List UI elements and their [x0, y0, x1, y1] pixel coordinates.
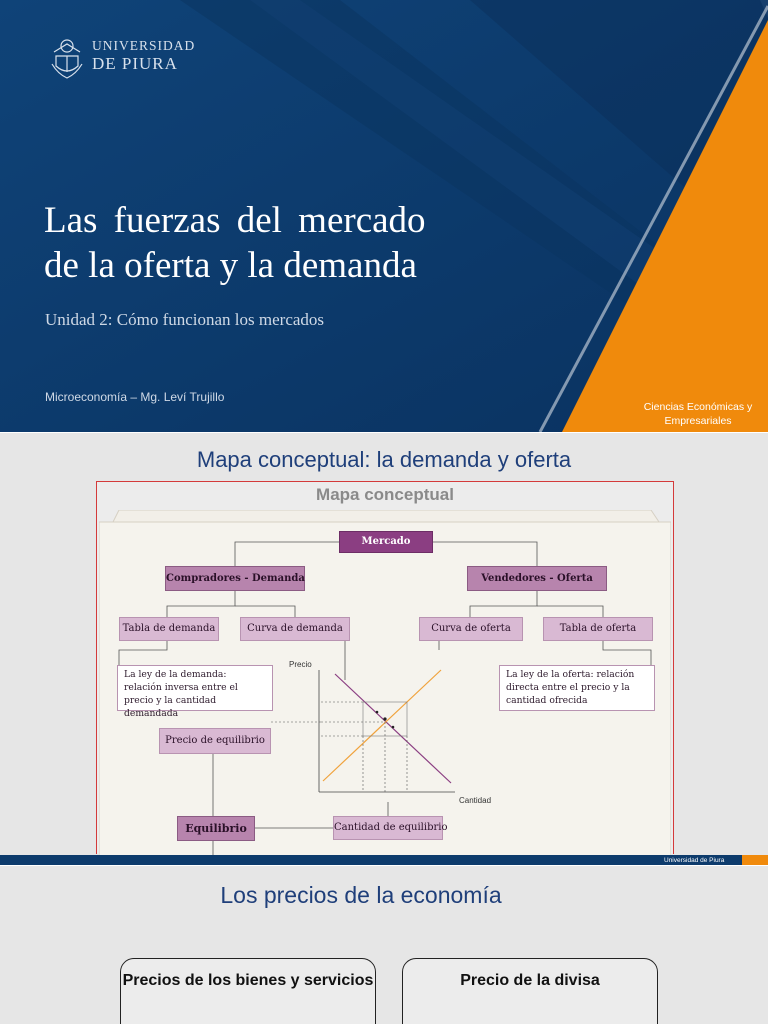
slide-title-line-1: Las fuerzas del mercado [44, 200, 426, 241]
logo-line-2: DE PIURA [92, 54, 178, 73]
node-tabla-demanda: Tabla de demanda [119, 617, 219, 641]
node-ley-oferta: La ley de la oferta: relación directa entre el precio y la cantidad ofrecida [499, 665, 655, 711]
slide-title: Los precios de la economía [220, 882, 502, 908]
slide-title-line-2: de la oferta y la demanda [44, 245, 417, 286]
node-tabla-oferta: Tabla de oferta [543, 617, 653, 641]
node-precio-equilibrio: Precio de equilibrio [159, 728, 271, 754]
slide-title: Mapa conceptual: la demanda y oferta [196, 447, 572, 472]
equilibrium-point [383, 717, 386, 720]
card-precios-bienes-label: Precios de los bienes y servicios [122, 972, 374, 989]
concept-map-panel [96, 481, 674, 854]
logo-line-1: UNIVERSIDAD [92, 38, 196, 53]
slide-footer-text: Universidad de Piura [664, 857, 725, 864]
slide-footer-bar [0, 855, 768, 865]
card-precio-divisa-label: Precio de la divisa [460, 972, 600, 989]
concept-map-board [99, 510, 671, 858]
prices-slide [0, 866, 768, 1024]
title-slide [0, 0, 768, 432]
node-equilibrio: Equilibrio [177, 816, 255, 841]
graph-y-label: Precio [289, 660, 312, 669]
slide-footer-accent [742, 855, 768, 865]
node-mercado: Mercado [339, 531, 433, 553]
graph-x-label: Cantidad [459, 796, 492, 805]
faculty-line-2: Empresariales [664, 415, 732, 427]
card-precio-divisa [402, 958, 658, 1024]
node-curva-demanda: Curva de demanda [240, 617, 350, 641]
node-vendedores-oferta: Vendedores - Oferta [467, 566, 607, 591]
concept-map-slide [0, 433, 768, 865]
node-curva-oferta: Curva de oferta [419, 617, 523, 641]
slide-title [44, 198, 564, 288]
university-crest-icon [50, 34, 84, 80]
card-precios-bienes [120, 958, 376, 1024]
university-logo [50, 34, 196, 84]
node-compradores-demanda: Compradores - Demanda [165, 566, 305, 591]
panel-heading: Mapa conceptual [316, 485, 454, 504]
faculty-line-1: Ciencias Económicas y [643, 401, 753, 413]
node-cantidad-equilibrio: Cantidad de equilibrio [333, 816, 443, 840]
course-author: Microeconomía – Mg. Leví Trujillo [45, 390, 225, 404]
slide-subtitle: Unidad 2: Cómo funcionan los mercados [45, 310, 325, 329]
node-ley-demanda: La ley de la demanda: relación inversa entre el precio y la cantidad demandada [117, 665, 273, 711]
faculty-label [628, 400, 768, 428]
